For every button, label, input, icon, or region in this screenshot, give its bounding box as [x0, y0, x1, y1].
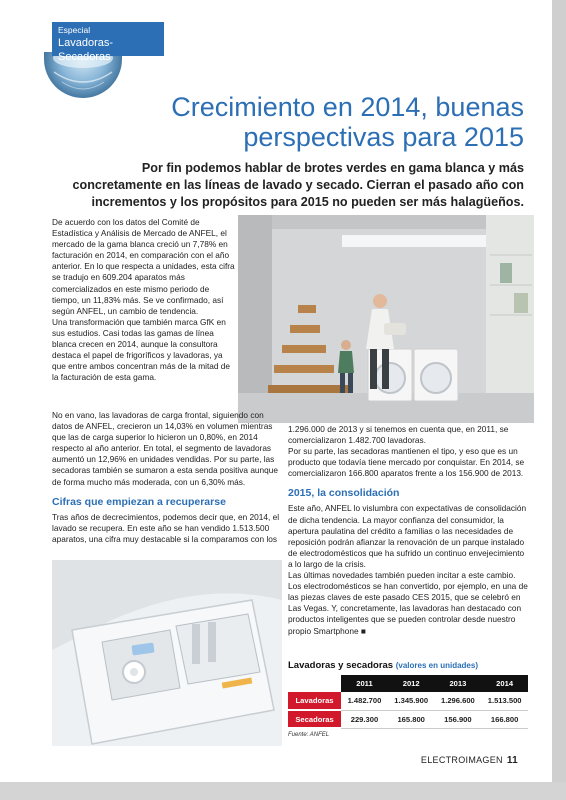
table-cell: 166.800 [481, 710, 528, 728]
table-subtitle: (valores en unidades) [395, 661, 478, 670]
article-lead: Por fin podemos hablar de brotes verdes en gama blanca y más concretamente en las líneas de lavado y secado. Cierran el pasado año con incrementos y los propósitos para 2015 no pueden ser más halagüeños. [72, 161, 524, 209]
row-label-secadoras: Secadoras [288, 710, 341, 728]
body-paragraph: Este año, ANFEL lo vislumbra con expectativas de consolidación de dicha tendencia. La mayor confianza del consumidor, la apertura paulatina del crédito a familias o las necesidades de reposición podrán afianzar la renovación de un parque instalado de electrodomésticos que ha sufrido un continuo envejecimiento a lo largo de la crisis. [288, 503, 527, 569]
subhead-consolidacion: 2015, la consolidación [288, 487, 400, 500]
page-edge-bottom [0, 782, 566, 800]
table-source: Fuente: ANFEL [288, 732, 330, 738]
table-title [288, 660, 528, 671]
table-header-cell: 2013 [435, 675, 482, 692]
body-paragraph: De acuerdo con los datos del Comité de Estadística y Análisis de Mercado de ANFEL, el mercado de la gama blanca creció un 7,78% en facturación en 2014, en comparación con el año anterior. En lo que respecta a unidades, esta cifra se tradujo en 609.204 aparatos más comercializados en este mismo periodo de tiempo, un 11,83% más. Se ve confirmado, así según ANFEL, un cambio de tendencia. [52, 217, 235, 316]
table-cell: 1.482.700 [341, 692, 388, 710]
page-number: 11 [506, 755, 518, 766]
section-tab [52, 22, 164, 63]
page-edge-right [552, 0, 566, 800]
table-cell: 156.900 [435, 710, 482, 728]
body-paragraph: 1.296.000 de 2013 y si tenemos en cuenta que, en 2011, se comercializaron 1.482.700 lavadoras. [288, 424, 509, 446]
table-header-cell: 2011 [341, 675, 388, 692]
body-paragraph: Por su parte, las secadoras mantienen el tipo, y eso que es un producto que todavía tiene mercado por conquistar. En 2014, se comercializaron 166.800 aparatos frente a los 156.900 de 2013. [288, 446, 525, 479]
sales-table [288, 675, 528, 729]
table-header-row [288, 675, 528, 692]
table-row [288, 710, 528, 728]
row-label-lavadoras: Lavadoras [288, 692, 341, 710]
magazine-name: ELECTROIMAGEN [420, 755, 503, 765]
sales-table-block [288, 660, 528, 738]
table-title-text: Lavadoras y secadoras [288, 660, 394, 671]
body-paragraph: Tras años de decrecimientos, podemos decir que, en 2014, el lavado se recupera. En este año se han vendido 1.513.500 aparatos, una cifra muy destacable si la comparamos con los [52, 511, 280, 544]
body-column-right [288, 424, 528, 637]
body-paragraph: Una transformación que también marca GfK en sus estudios. Casi todas las gamas de línea blanca crecen en 2014, aunque la consultora destaca el papel de frigoríficos y lavadoras, ya que entre ambos concentran más de la mitad de la facturación de esta gama. [52, 316, 231, 383]
body-column-left [52, 217, 235, 383]
body-paragraph: No en vano, las lavadoras de carga frontal, siguiendo con datos de ANFEL, crecieron un 14,03% en volumen mientras que las de carga superior lo hicieron un 0,80%, en 2014 respecto al año anterior. En total, el segmento de lavadoras aumentó un 12,96% en unidades vendidas. Por su parte, las secadoras también se sumaron a esta senda positiva aunque de forma mucho más moderada, con un 6,30% más. [52, 410, 279, 487]
table-cell: 165.800 [388, 710, 435, 728]
hero-photo-laundry-room [238, 215, 534, 423]
subhead-cifras: Cifras que empiezan a recuperarse [52, 495, 226, 508]
table-cell: 1.296.600 [435, 692, 482, 710]
table-header-cell: 2012 [388, 675, 435, 692]
section-label: Especial [58, 25, 91, 35]
table-corner-cell [288, 675, 341, 692]
detergent-drawer-illustration [52, 560, 282, 746]
table-cell: 1.513.500 [481, 692, 528, 710]
table-row [288, 692, 528, 710]
section-title: Lavadoras-Secadoras [58, 37, 114, 63]
table-header-cell: 2014 [481, 675, 528, 692]
page-folio [421, 755, 518, 766]
article-headline: Crecimiento en 2014, buenas perspectivas para 2015 [171, 92, 524, 152]
body-column-lower-left [52, 410, 284, 545]
table-cell: 1.345.900 [388, 692, 435, 710]
laundry-room-illustration [238, 215, 534, 423]
detergent-drawer-photo [52, 560, 282, 746]
table-cell: 229.300 [341, 710, 388, 728]
body-paragraph: Las últimas novedades también pueden incitar a este cambio. Los electrodomésticos se han convertido, por ejemplo, en una de las piezas claves de este pasado CES 2015, que se celebró en Las Vegas. Y, concretamente, las lavadoras han destacado con productos inteligentes que se pueden controlar desde nuestro propio Smartphone ■ [288, 570, 528, 636]
